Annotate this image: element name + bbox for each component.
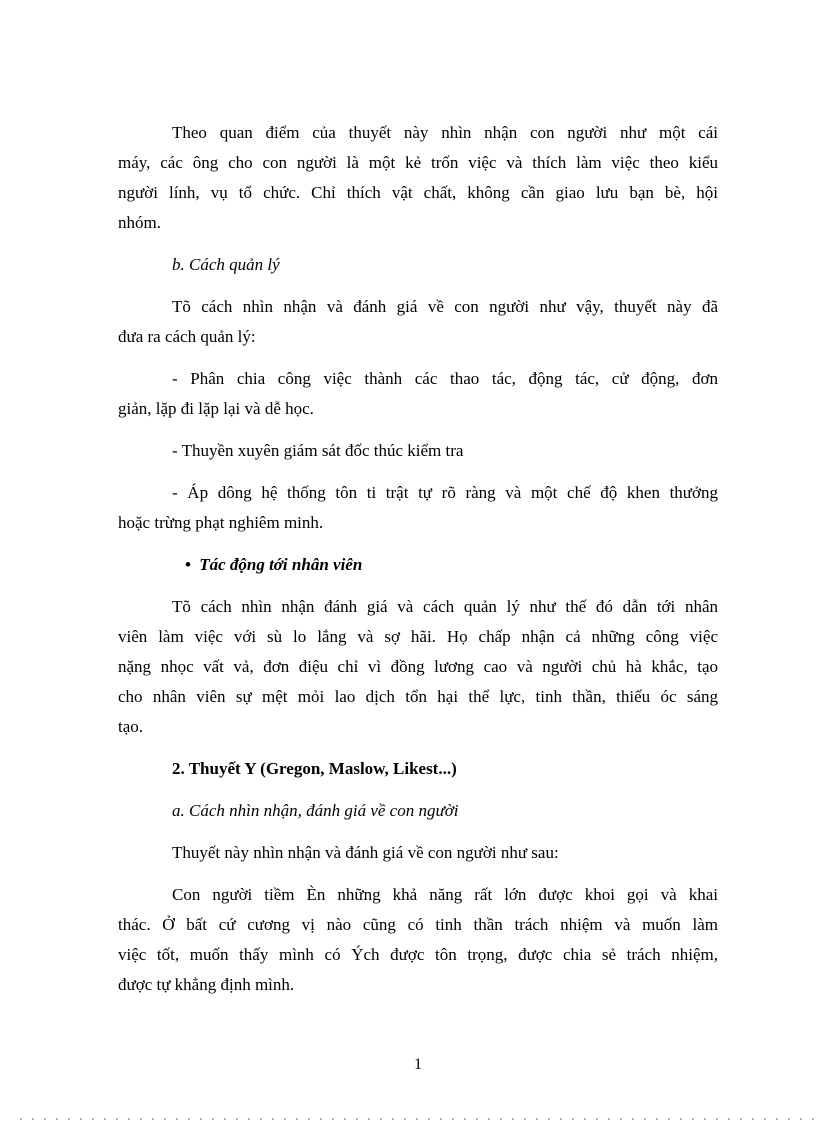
text-line: viên làm việc với sù lo lắng và sợ hãi. Họ chấp nhận cả những công việc — [118, 627, 718, 646]
page-boundary-dotted-line — [20, 1118, 816, 1120]
bullet-icon: • — [185, 555, 200, 574]
heading-thuyet-y — [118, 754, 718, 784]
heading-cach-nhin-nhan — [118, 796, 718, 826]
text-line — [118, 550, 718, 580]
text-line: máy, các ông cho con người là một kẻ trốn việc và thích làm việc theo kiểu — [118, 153, 718, 172]
paragraph-theory-x-view — [118, 118, 718, 238]
paragraph-dash-phan-chia — [118, 364, 718, 424]
text-line: - Phân chia công việc thành các thao tác, động tác, cử động, đơn — [172, 369, 718, 388]
text-line: việc tốt, muốn thấy mình có Ých được tôn trọng, được chia sẻ trách nhiệm, — [118, 945, 718, 964]
text-line: nặng nhọc vất vả, đơn điệu chỉ vì đồng lương cao và người chủ hà khắc, tạo — [118, 657, 718, 676]
text-line: nhóm. — [118, 213, 161, 232]
paragraph-dash-thuyen-xuyen — [118, 436, 718, 466]
text-line: Thuyết này nhìn nhận và đánh giá về con người như sau: — [172, 843, 559, 862]
bullet-item-label: Tác động tới nhân viên — [199, 555, 363, 574]
paragraph-theory-y-view — [118, 880, 718, 1000]
text-line: Tõ cách nhìn nhận đánh giá và cách quản lý như thế đó dẫn tới nhân — [172, 597, 718, 616]
text-line: người lính, vụ tổ chức. Chỉ thích vật chất, không cần giao lưu bạn bè, hội — [118, 183, 718, 202]
text-line: Tõ cách nhìn nhận và đánh giá về con người như vậy, thuyết này đã — [172, 297, 718, 316]
text-line: a. Cách nhìn nhận, đánh giá về con người — [172, 801, 459, 820]
text-line: Theo quan điểm của thuyết này nhìn nhận con người như một cái — [172, 123, 718, 142]
text-line: tạo. — [118, 717, 144, 736]
page-number: 1 — [414, 1056, 422, 1073]
heading-cach-quan-ly — [118, 250, 718, 280]
text-line: 2. Thuyết Y (Gregon, Maslow, Likest...) — [172, 759, 457, 778]
text-line: - Thuyền xuyên giám sát đốc thúc kiểm tra — [172, 441, 464, 460]
paragraph-effect-on-employees — [118, 592, 718, 742]
text-line: b. Cách quản lý — [172, 255, 280, 274]
text-line: cho nhân viên sự mệt mỏi lao dịch tổn hại thể lực, tinh thần, thiếu óc sáng — [118, 687, 718, 706]
text-line: đưa ra cách quản lý: — [118, 327, 256, 346]
paragraph-theory-y-intro — [118, 838, 718, 868]
text-line: thác. Ở bất cứ cương vị nào cũng có tinh thần trách nhiệm và muốn làm — [118, 915, 718, 934]
text-line: hoặc trừng phạt nghiêm minh. — [118, 513, 324, 532]
text-line: Con người tiềm Èn những khả năng rất lớn được khoi gọi và khai — [172, 885, 718, 904]
paragraph-management-intro — [118, 292, 718, 352]
text-line: được tự khẳng định mình. — [118, 975, 295, 994]
paragraph-dash-ap-dong — [118, 478, 718, 538]
bullet-tac-dong-toi-nhan-vien — [118, 550, 718, 580]
document-body — [118, 118, 718, 1012]
text-line: - Áp dông hệ thống tôn ti trật tự rõ ràng và một chế độ khen thưởng — [172, 483, 718, 502]
text-line: giản, lặp đi lặp lại và dễ học. — [118, 399, 314, 418]
